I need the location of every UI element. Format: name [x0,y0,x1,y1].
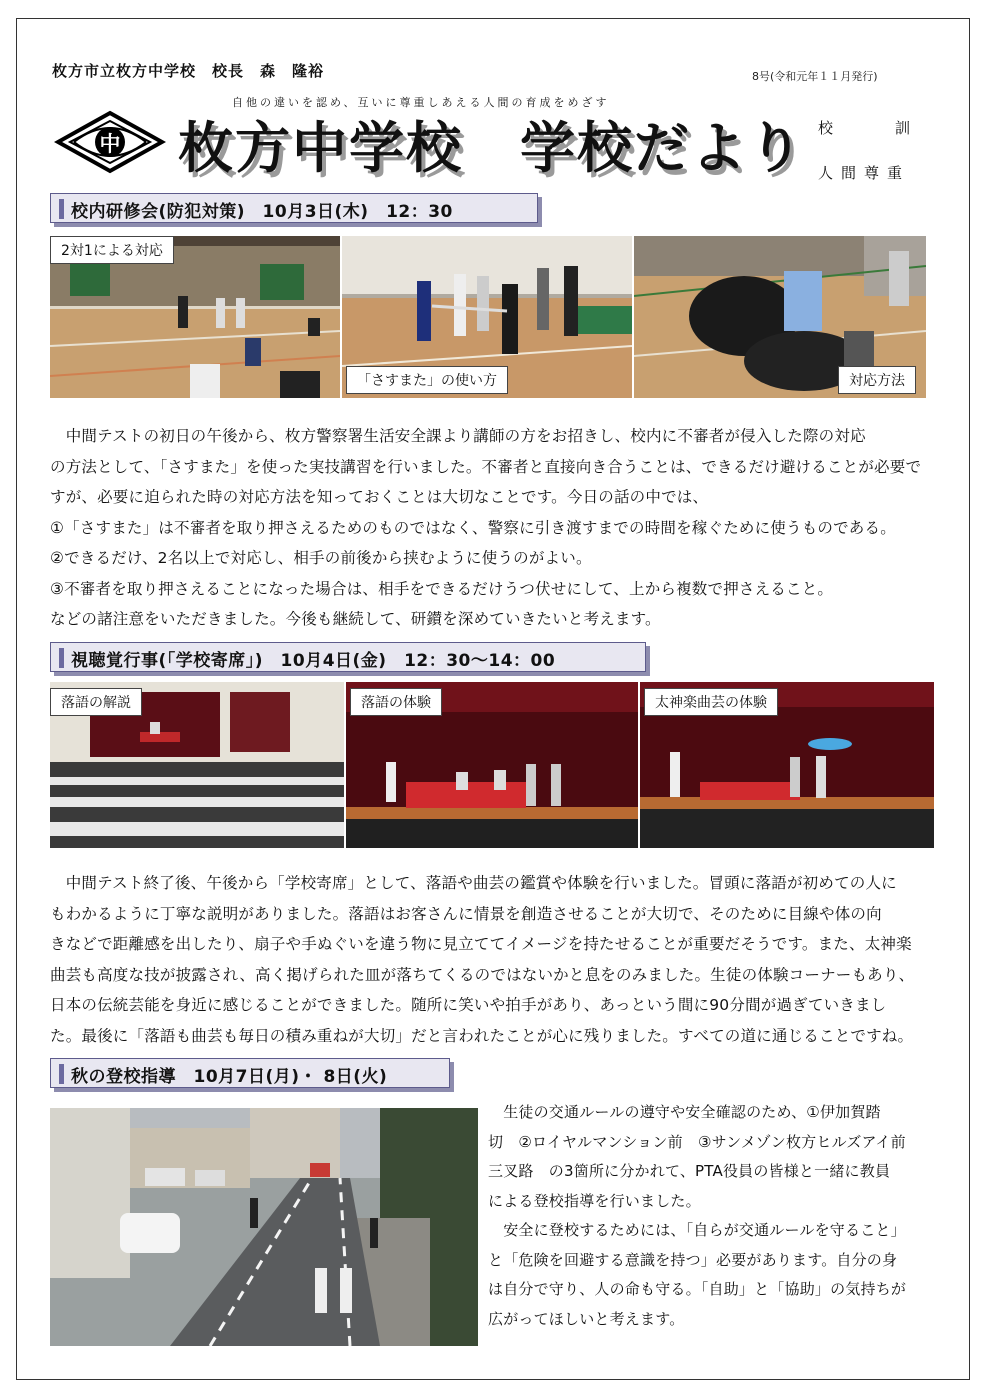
paragraph-line: すが、必要に迫られた時の対応方法を知っておくことは大切なことです。今日の話の中では、 [50,488,709,506]
paragraph-line: ①「さすまた」は不審者を取り押さえるためのものではなく、警察に引き渡すまでの時間を稼ぐために使うものである。 [50,518,896,537]
paragraph-line: もわかるように丁寧な説明がありました。落語はお客さんに情景を創造させることが大切で、そのために目線や体の向 [50,904,882,923]
paragraph-line: 日本の伝統芸能を身近に感じることができました。随所に笑いや拍手があり、あっという間に90分間が過ぎていきまし [50,996,887,1014]
paragraph-line: ②できるだけ、2名以上で対応し、相手の前後から挟むように使うのがよい。 [50,549,592,567]
photo-rakugo-experience [346,682,638,848]
section-heading-security-training [50,193,538,223]
photo-response-method [634,236,926,398]
issue-number: 8号(令和元年１１月発行) [752,70,878,83]
heading-accent-bar [59,1064,64,1084]
paragraph-line: 広がってほしいと考えます。 [488,1309,685,1328]
paragraph-line: きなどで距離感を出したり、扇子や手ぬぐいを違う物に見立ててイメージを持たせることが重要だそうです。また、太神楽 [50,935,912,953]
section-heading-text: 校内研修会(防犯対策) 10月3日(木) 12：30 [71,202,453,222]
section1-body [50,421,921,635]
photo-caption: 対応方法 [838,366,916,394]
section3-body [488,1098,906,1334]
section-heading-rakugo-event [50,642,646,672]
section-heading-text: 視聴覚行事(「学校寄席」) 10月4日(金) 12：30～14：00 [71,651,556,671]
paragraph-line: 三叉路 の3箇所に分かれて、PTA役員の皆様と一緒に教員 [488,1162,891,1180]
school-logo [54,110,166,174]
paragraph-line: は自分で守り、人の命も守る。「自助」と「協助」の気持ちが [488,1280,907,1298]
paragraph-line: 生徒の交通ルールの遵守や安全確認のため、①伊加賀踏 [488,1103,881,1121]
paragraph-line: 中間テスト終了後、午後から「学校寄席」として、落語や曲芸の鑑賞や体験を行いました。冒頭に落語が初めての人に [50,874,897,892]
heading-accent-bar [59,199,64,219]
section-heading-text: 秋の登校指導 10月7日(月)・ 8日(火) [71,1067,388,1087]
paragraph-line: ③不審者を取り押さえることになった場合は、相手をできるだけうつ伏せにして、上から複数で押さえること。 [50,579,834,598]
photo-daikagura-experience [640,682,934,848]
heading-accent-bar [59,648,64,668]
school-motto: 自他の違いを認め、互いに尊重しあえる人間の育成をめざす [232,96,610,109]
section2-body [50,868,914,1051]
paragraph-line: 切 ②ロイヤルマンション前 ③サンメゾン枚方ヒルズアイ前 [488,1132,906,1151]
school-and-principal: 枚方市立枚方中学校 校長 森 隆裕 [52,62,325,80]
photo-rakugo-explanation [50,682,344,848]
paragraph-line: た。最後に「落語も曲芸も毎日の積み重ねが大切」だと言われたことが心に残りました。すべての道に通じることですね。 [50,1026,914,1045]
logo-character: 中 [99,132,121,156]
school-precept-value: 人間尊重 [818,164,911,182]
paragraph-line: の方法として、「さすまた」を使った実技講習を行いました。不審者と直接向き合うことは、できるだけ避けることが必要で [50,457,922,476]
photo-sasumata-usage [342,236,632,398]
photo-caption: 落語の解説 [50,688,142,716]
photo-caption: 2対1による対応 [50,236,174,264]
photo-morning-guidance [50,1108,478,1346]
newsletter-title: 枚方中学校 学校だより [178,116,806,180]
paragraph-line: などの諸注意をいただきました。今後も継続して、研鑚を深めていきたいと考えます。 [50,610,661,628]
photo-caption: 「さすまた」の使い方 [346,366,508,394]
photo-two-on-one [50,236,340,398]
section-heading-autumn-guidance [50,1058,450,1088]
paragraph-line: 中間テストの初日の午後から、枚方警察署生活安全課より講師の方をお招きし、校内に不審者が侵入した際の対応 [50,427,866,445]
paragraph-line: 安全に登校するためには、「自らが交通ルールを守ること」 [488,1221,906,1239]
paragraph-line: 曲芸も高度な技が披露され、高く掲げられた皿が落ちてくるのではないかと息をのみました。生徒の体験コーナーもあり、 [50,965,915,984]
school-precept-label: 校訓 [818,119,973,137]
paragraph-line: による登校指導を行いました。 [488,1191,701,1210]
paragraph-line: と「危険を回避する意識を持つ」必要があります。自分の身 [488,1250,898,1269]
photo-caption: 太神楽曲芸の体験 [644,688,778,716]
photo-caption: 落語の体験 [350,688,442,716]
